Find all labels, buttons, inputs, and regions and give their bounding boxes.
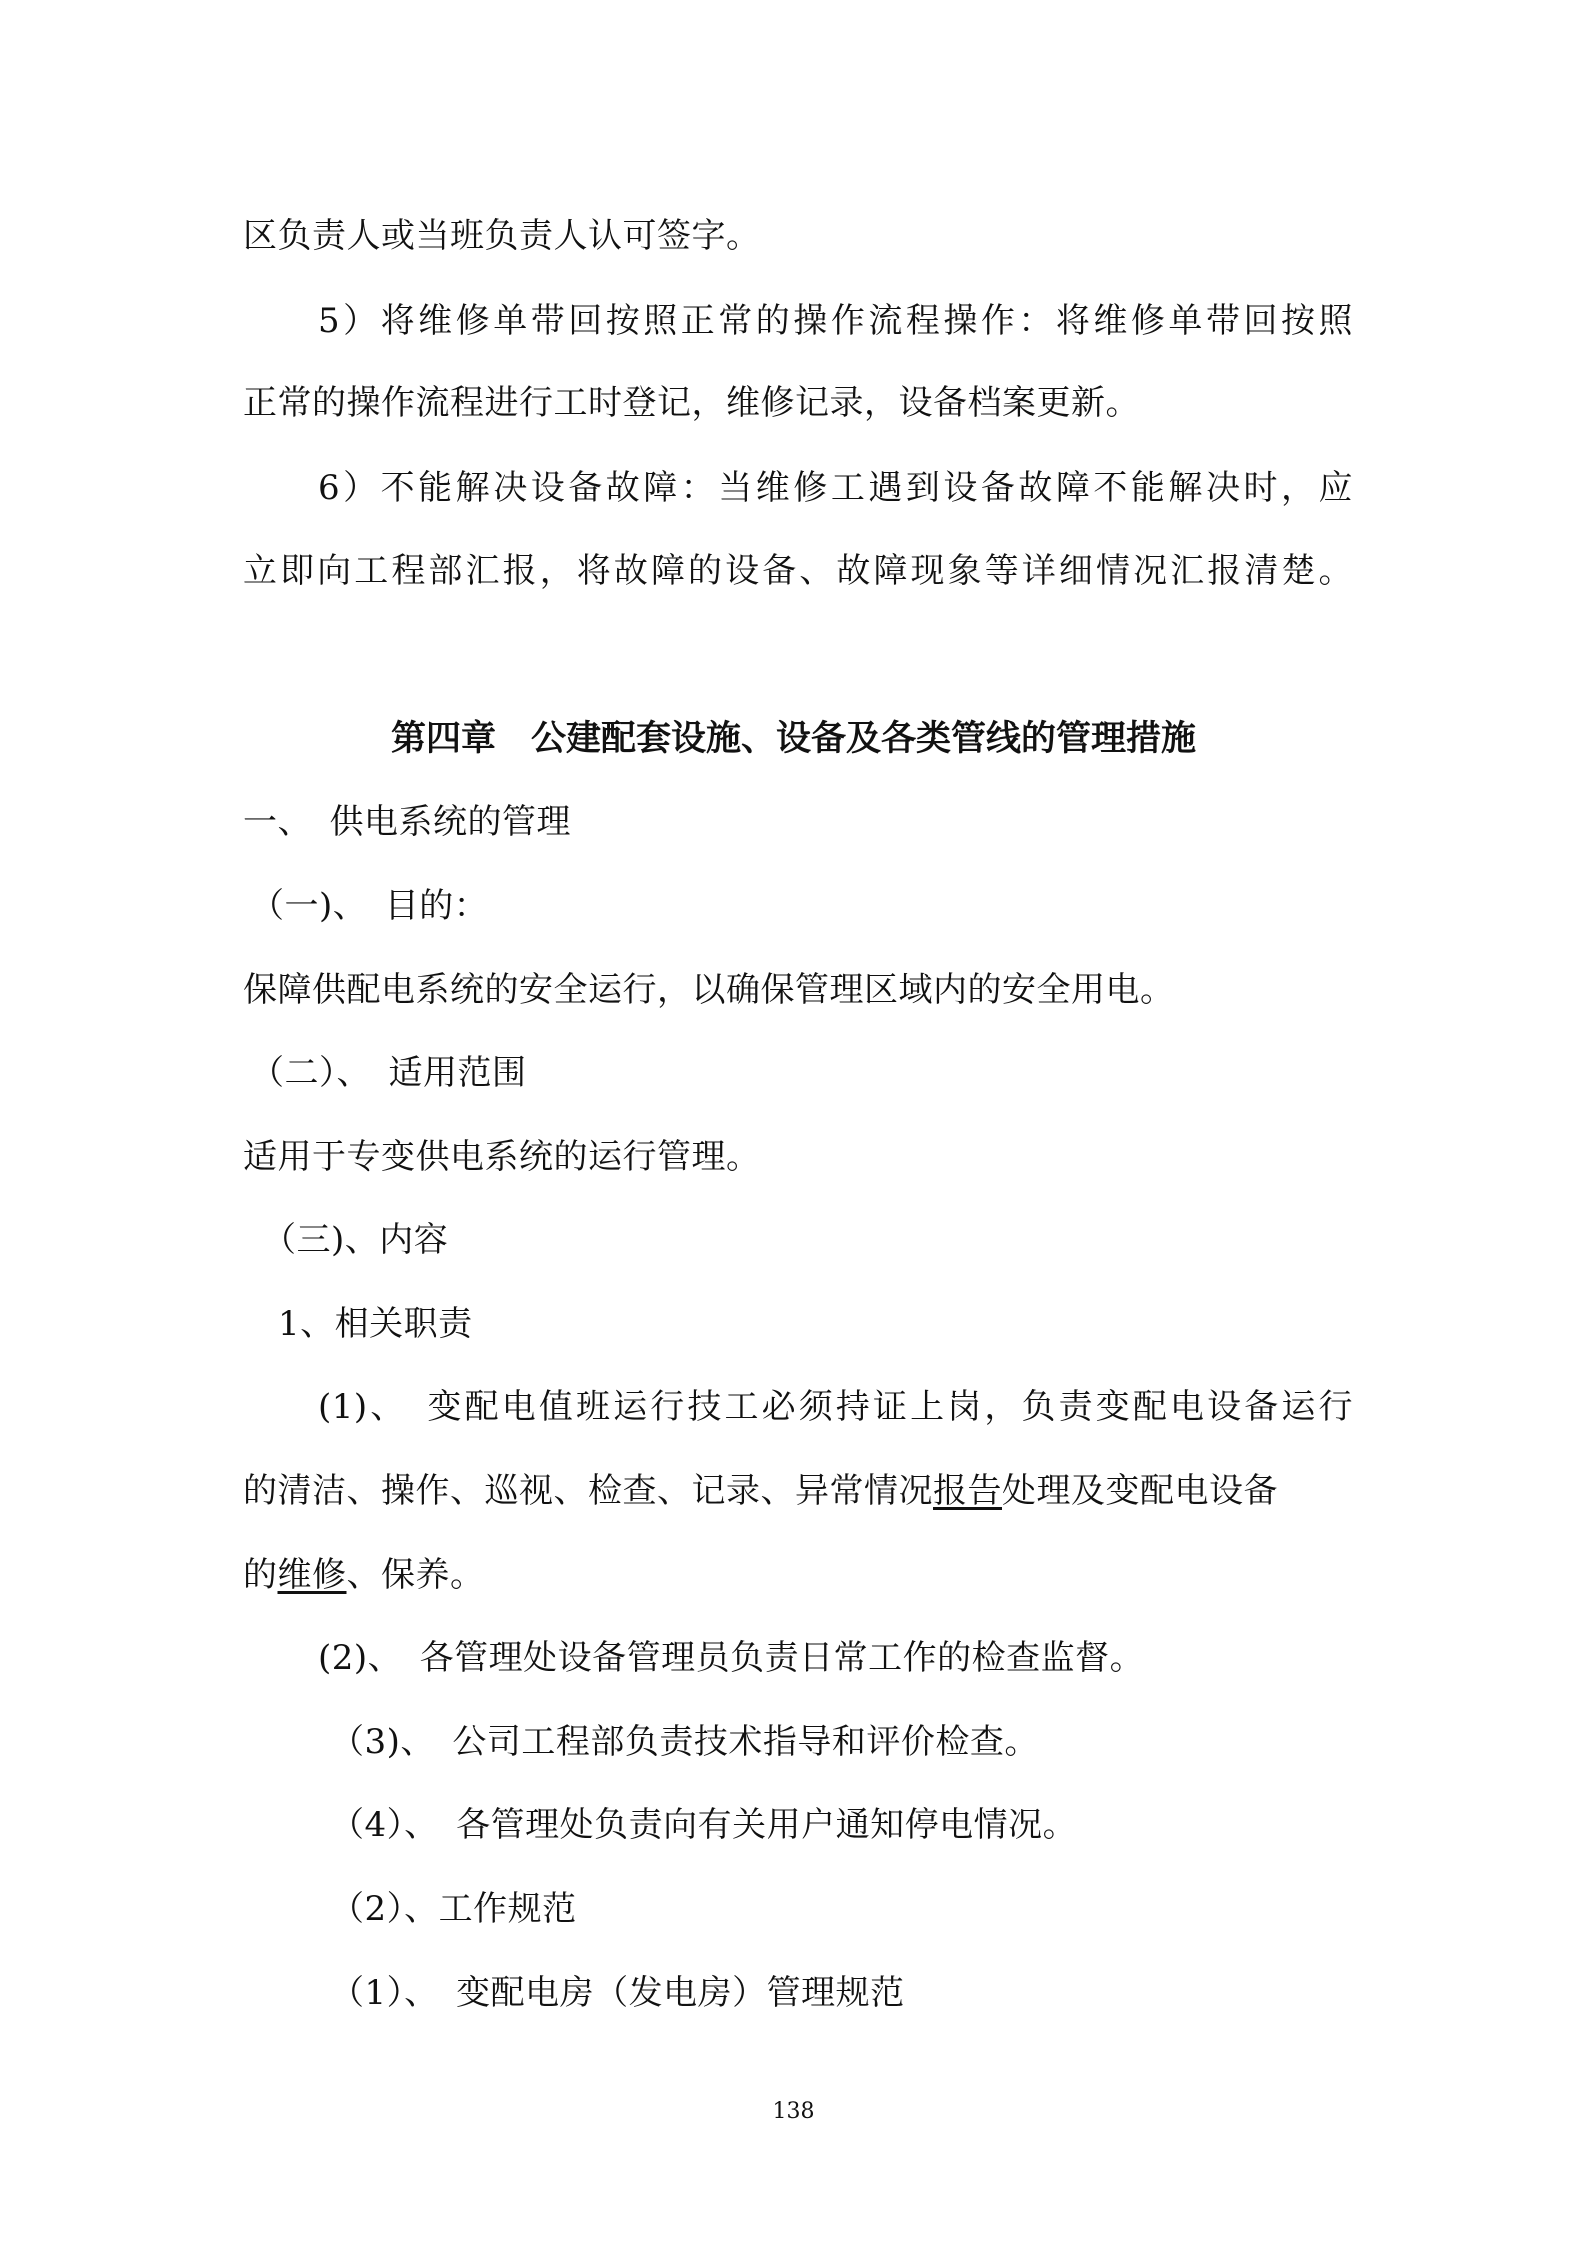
list-item: （2）、工作规范 [330,1889,577,1929]
item-heading: 1、相关职责 [278,1304,473,1344]
paragraph-line: 5）将维修单带回按照正常的操作流程操作：将维修单带回按照 [318,301,1353,341]
paragraph-line [243,1467,1278,1515]
page-number: 138 [772,2099,815,2124]
paragraph-line: 适用于专变供电系统的运行管理。 [243,1137,761,1177]
list-item: （1）、 变配电房（发电房）管理规范 [330,1973,905,2013]
paragraph-line [243,1551,485,1599]
subsection-heading: （一)、 目的： [250,886,489,926]
underlined-text: 维修 [277,1555,347,1595]
text-span: 的清洁、操作、巡视、检查、记录、异常情况 [243,1471,933,1511]
text-span: 的 [243,1555,278,1595]
subsection-heading: （二）、 适用范围 [250,1053,527,1093]
underlined-text: 报告 [933,1471,1002,1511]
text-span: 、保养。 [346,1555,485,1595]
subsection-heading: （三)、内容 [262,1220,449,1260]
paragraph-line: 6）不能解决设备故障：当维修工遇到设备故障不能解决时，应 [318,468,1353,508]
paragraph-line: (1)、 变配电值班运行技工必须持证上岗，负责变配电设备运行 [318,1387,1353,1427]
chapter-heading: 第四章 公建配套设施、设备及各类管线的管理措施 [390,718,1196,759]
list-item: (2)、 各管理处设备管理员负责日常工作的检查监督。 [318,1638,1145,1678]
paragraph-line: 区负责人或当班负责人认可签字。 [243,216,761,256]
list-item: （3)、 公司工程部负责技术指导和评价检查。 [330,1722,1039,1762]
list-item: （4）、 各管理处负责向有关用户通知停电情况。 [330,1805,1078,1845]
paragraph-line: 正常的操作流程进行工时登记，维修记录，设备档案更新。 [243,383,1140,423]
section-heading: 一、 供电系统的管理 [243,802,571,842]
paragraph-line: 立即向工程部汇报，将故障的设备、故障现象等详细情况汇报清楚。 [243,551,1353,591]
paragraph-line: 保障供配电系统的安全运行，以确保管理区域内的安全用电。 [243,970,1175,1010]
text-span: 处理及变配电设备 [1002,1471,1278,1511]
